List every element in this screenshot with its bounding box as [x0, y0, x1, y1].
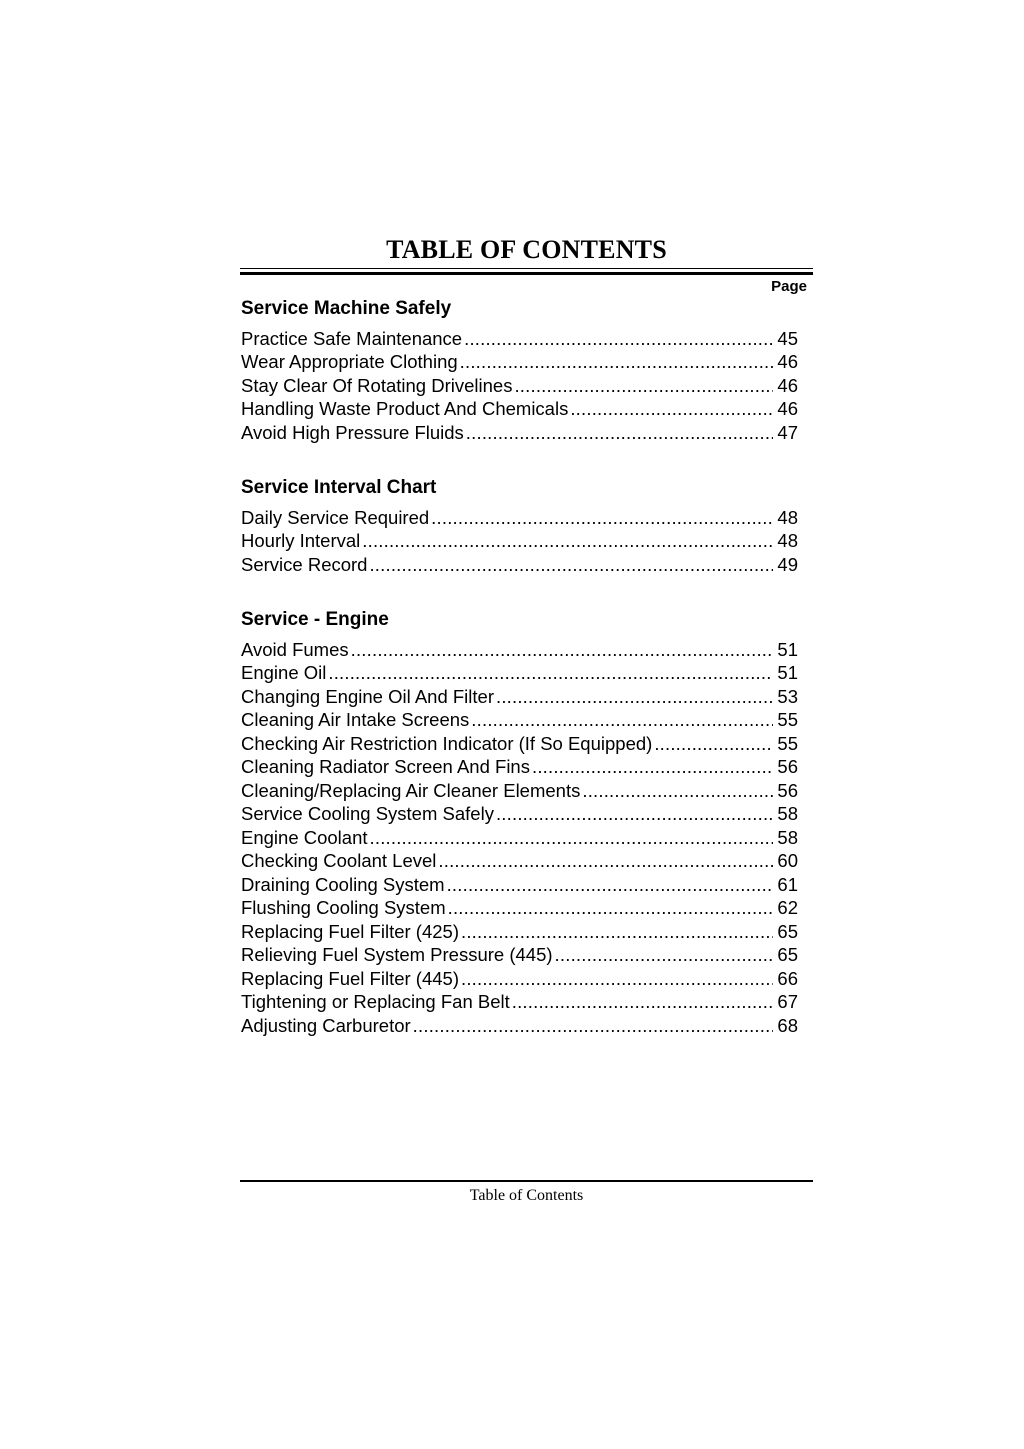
title-rule-thick	[240, 272, 813, 275]
toc-entry-page-number: 65	[777, 944, 798, 965]
dot-leader	[370, 826, 773, 850]
page-column-label: Page	[771, 278, 807, 295]
toc-entry-title: Service Record	[241, 553, 368, 575]
toc-entry[interactable]	[241, 1014, 798, 1038]
toc-entry[interactable]	[241, 685, 798, 709]
toc-entry[interactable]	[241, 755, 798, 779]
dot-leader	[471, 708, 773, 732]
dot-leader	[496, 685, 773, 709]
dot-leader	[328, 661, 773, 685]
toc-entry-title: Relieving Fuel System Pressure (445)	[241, 944, 553, 965]
toc-entry[interactable]	[241, 849, 798, 873]
toc-entry-page-number: 46	[777, 374, 798, 396]
toc-entry-title: Stay Clear Of Rotating Drivelines	[241, 374, 513, 396]
toc-entry[interactable]	[241, 943, 798, 967]
toc-entry[interactable]	[241, 397, 798, 421]
dot-leader	[461, 920, 773, 944]
dot-leader	[351, 638, 773, 662]
toc-entry-title: Engine Coolant	[241, 826, 368, 848]
toc-entry-title: Avoid Fumes	[241, 638, 349, 660]
toc-entry-title: Changing Engine Oil And Filter	[241, 685, 494, 707]
toc-section	[241, 296, 798, 444]
dot-leader	[362, 529, 773, 553]
toc-entry-page-number: 55	[777, 709, 798, 730]
dot-leader	[654, 732, 773, 756]
dot-leader	[466, 421, 773, 445]
toc-entry-title: Tightening or Replacing Fan Belt	[241, 991, 510, 1012]
toc-entry-page-number: 55	[777, 732, 798, 754]
toc-section	[241, 475, 798, 576]
dot-leader	[447, 873, 773, 897]
toc-entry[interactable]	[241, 638, 798, 662]
toc-entry[interactable]	[241, 779, 798, 803]
toc-entry-page-number: 53	[777, 685, 798, 707]
toc-entry-title: Hourly Interval	[241, 530, 361, 551]
toc-entry-title: Cleaning Air Intake Screens	[241, 709, 470, 730]
toc-entry[interactable]	[241, 374, 798, 398]
toc-entry-page-number: 46	[777, 398, 798, 419]
dot-leader	[555, 943, 773, 967]
toc-entry-page-number: 51	[777, 638, 798, 660]
toc-entry-page-number: 58	[777, 826, 798, 848]
toc-entry-title: Daily Service Required	[241, 506, 430, 528]
toc-entry-page-number: 56	[777, 756, 798, 777]
toc-entry-page-number: 60	[777, 850, 798, 871]
toc-entry-title: Checking Air Restriction Indicator (If So Equipped)	[241, 732, 653, 754]
footer-rule	[240, 1180, 813, 1182]
dot-leader	[570, 397, 773, 421]
toc-entry-title: Replacing Fuel Filter (425)	[241, 920, 459, 942]
dot-leader	[413, 1014, 773, 1038]
toc-entry[interactable]	[241, 967, 798, 991]
title-rule-thin	[240, 268, 813, 269]
toc-entry-page-number: 66	[777, 967, 798, 989]
toc-entry-title: Cleaning/Replacing Air Cleaner Elements	[241, 779, 581, 801]
toc-entry[interactable]	[241, 802, 798, 826]
toc-entry-page-number: 67	[777, 991, 798, 1012]
toc-entry[interactable]	[241, 421, 798, 445]
toc-entry-page-number: 62	[777, 897, 798, 918]
dot-leader	[438, 849, 773, 873]
section-heading: Service Machine Safely	[241, 298, 452, 319]
toc-entry[interactable]	[241, 920, 798, 944]
toc-entry[interactable]	[241, 732, 798, 756]
toc-entry-page-number: 47	[777, 421, 798, 443]
toc-entry-page-number: 48	[777, 530, 798, 551]
dot-leader	[496, 802, 773, 826]
toc-entry[interactable]	[241, 553, 798, 577]
toc-entry-title: Service Cooling System Safely	[241, 803, 494, 824]
toc-entry[interactable]	[241, 529, 798, 553]
toc-entry-page-number: 65	[777, 920, 798, 942]
dot-leader	[512, 990, 773, 1014]
footer-text: Table of Contents	[469, 1187, 584, 1204]
toc-entry-title: Wear Appropriate Clothing	[241, 351, 458, 372]
toc-entry-title: Checking Coolant Level	[241, 850, 437, 871]
page-title: TABLE OF CONTENTS	[386, 235, 667, 264]
section-heading: Service - Engine	[241, 609, 389, 630]
toc-entry-page-number: 48	[777, 506, 798, 528]
dot-leader	[532, 755, 773, 779]
toc-entry[interactable]	[241, 873, 798, 897]
dot-leader	[460, 350, 773, 374]
dot-leader	[582, 779, 773, 803]
toc-entry-title: Adjusting Carburetor	[241, 1014, 411, 1036]
toc-entry-title: Handling Waste Product And Chemicals	[241, 398, 569, 419]
dot-leader	[461, 967, 773, 991]
toc-entry-page-number: 58	[777, 803, 798, 824]
toc-entry-title: Replacing Fuel Filter (445)	[241, 967, 459, 989]
dot-leader	[514, 374, 773, 398]
toc-entry[interactable]	[241, 990, 798, 1014]
toc-entry-page-number: 51	[777, 662, 798, 683]
toc-entry[interactable]	[241, 896, 798, 920]
dot-leader	[448, 896, 773, 920]
toc-entry-page-number: 49	[777, 553, 798, 575]
toc-entry-page-number: 46	[777, 351, 798, 372]
toc-entry-title: Draining Cooling System	[241, 873, 445, 895]
dot-leader	[464, 327, 773, 351]
toc-entry-title: Engine Oil	[241, 662, 327, 683]
toc-entry-page-number: 45	[777, 327, 798, 349]
toc-entry-page-number: 61	[777, 873, 798, 895]
toc-entry[interactable]	[241, 506, 798, 530]
toc-entry[interactable]	[241, 350, 798, 374]
toc-entry-title: Flushing Cooling System	[241, 897, 446, 918]
toc-entry-title: Avoid High Pressure Fluids	[241, 421, 464, 443]
toc-entry[interactable]	[241, 661, 798, 685]
toc-entry-title: Practice Safe Maintenance	[241, 327, 463, 349]
table-of-contents	[241, 296, 798, 1037]
section-heading: Service Interval Chart	[241, 477, 437, 498]
toc-entry-page-number: 68	[777, 1014, 798, 1036]
toc-entry-title: Cleaning Radiator Screen And Fins	[241, 756, 530, 777]
toc-section	[241, 607, 798, 1037]
dot-leader	[369, 553, 773, 577]
dot-leader	[431, 506, 773, 530]
toc-entry[interactable]	[241, 327, 798, 351]
toc-entry-page-number: 56	[777, 779, 798, 801]
toc-entry[interactable]	[241, 708, 798, 732]
toc-entry[interactable]	[241, 826, 798, 850]
